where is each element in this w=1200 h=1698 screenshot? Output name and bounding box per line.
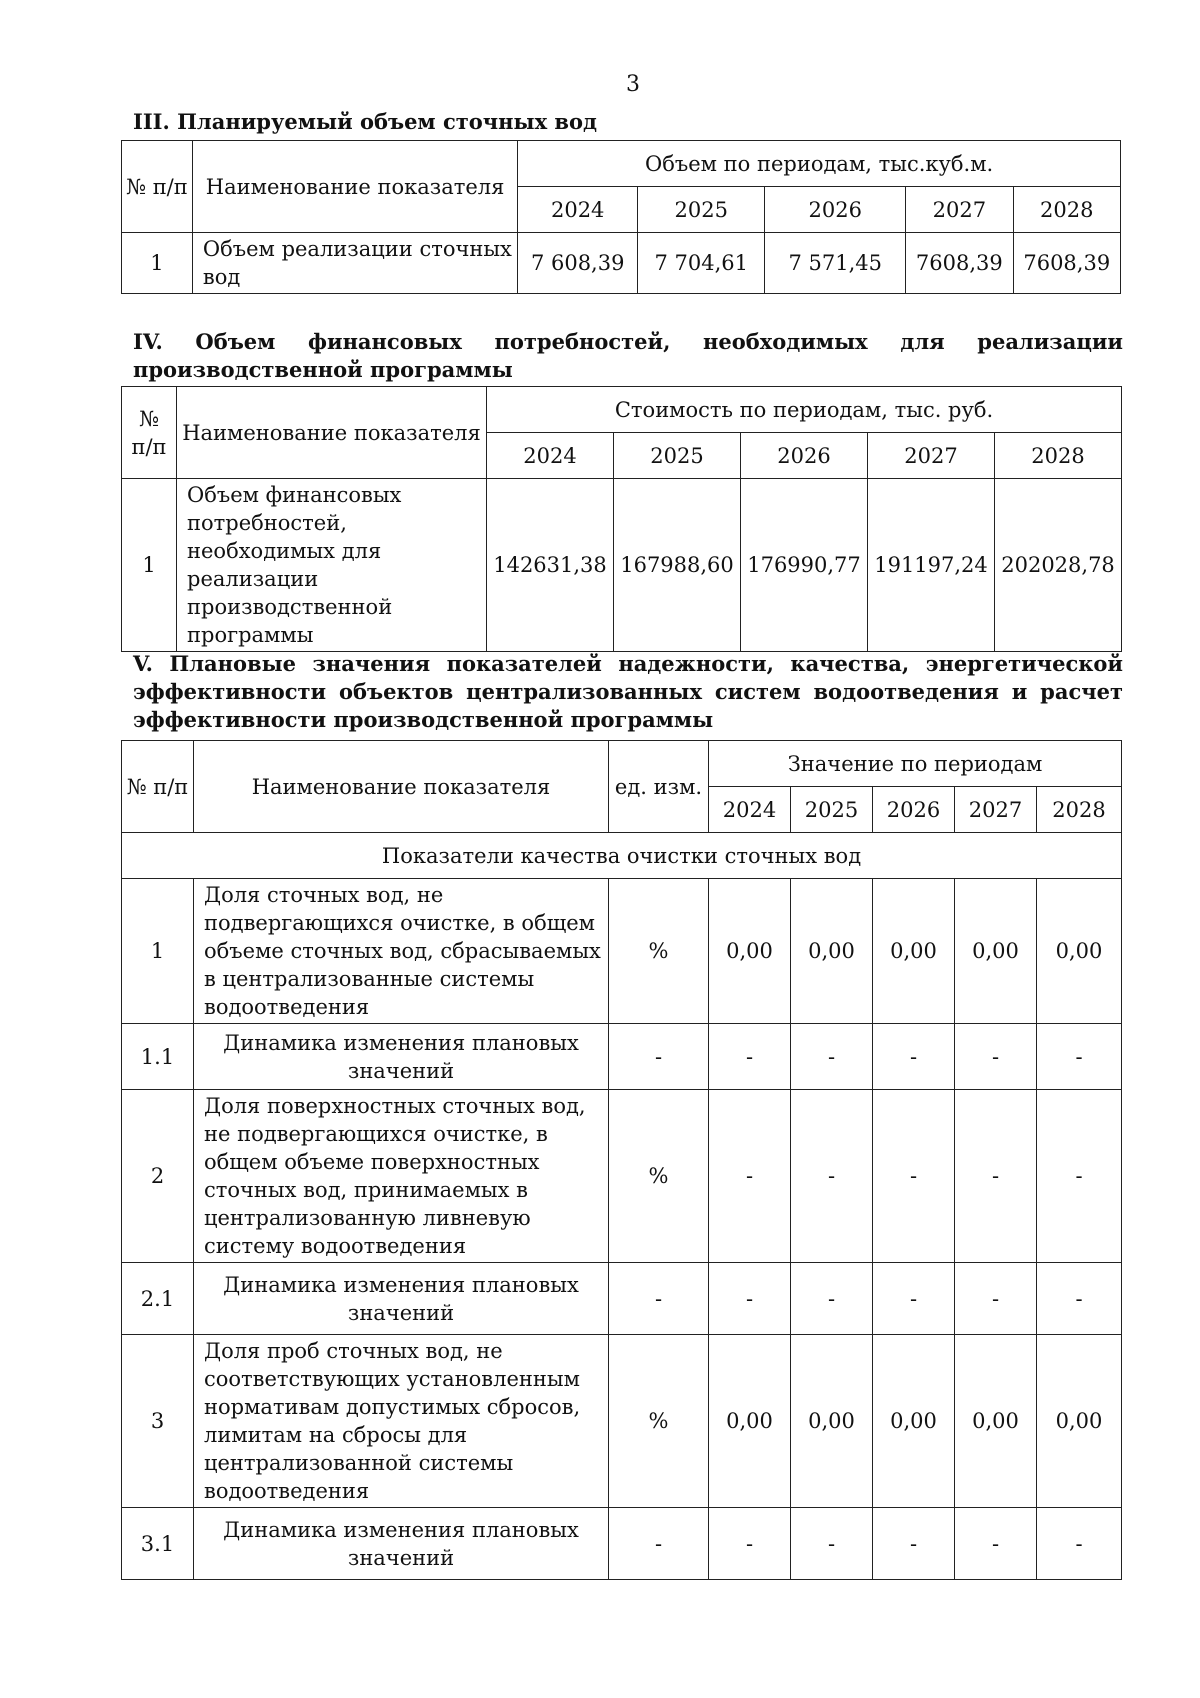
section-planned-volume: [126, 108, 1123, 294]
row-value: -: [791, 1263, 873, 1335]
header-num: № п/п: [122, 741, 194, 833]
header-year: 2025: [614, 433, 741, 479]
row-value: 7608,39: [1013, 233, 1120, 294]
row-unit: -: [609, 1508, 709, 1580]
row-value: 0,00: [791, 1335, 873, 1508]
header-year: 2027: [868, 433, 995, 479]
header-year: 2024: [487, 433, 614, 479]
row-value: -: [791, 1508, 873, 1580]
header-name: Наименование показателя: [177, 387, 487, 479]
row-name: Динамика изменения плановых значений: [194, 1508, 609, 1580]
row-name: Объем финансовых потребностей, необходимых для реализации производственной программы: [177, 479, 487, 652]
row-name: Доля проб сточных вод, не соответствующих установленным нормативам допустимых сбросов, лимитам на сбросы для централизованной системы водоотведения: [194, 1335, 609, 1508]
row-value: -: [1037, 1508, 1122, 1580]
row-unit: -: [609, 1024, 709, 1090]
row-value: -: [1037, 1024, 1122, 1090]
row-value: 202028,78: [995, 479, 1122, 652]
row-name: Динамика изменения плановых значений: [194, 1024, 609, 1090]
row-value: -: [873, 1024, 955, 1090]
header-unit: ед. изм.: [609, 741, 709, 833]
row-value: 0,00: [873, 1335, 955, 1508]
planned-volume-table: [121, 140, 1121, 294]
row-num: 3.1: [122, 1508, 194, 1580]
table-subheader: Показатели качества очистки сточных вод: [122, 833, 1122, 879]
header-name: Наименование показателя: [192, 141, 517, 233]
row-unit: -: [609, 1263, 709, 1335]
table-row: [122, 1335, 1122, 1508]
header-year: 2024: [518, 187, 638, 233]
section-heading: V. Плановые значения показателей надежности, качества, энергетической эффективности объектов централизованных систем водоотведения и расчет эффективности производственной программы: [133, 651, 1123, 732]
table-row: [122, 1508, 1122, 1580]
row-value: -: [1037, 1090, 1122, 1263]
row-value: -: [955, 1508, 1037, 1580]
row-value: 142631,38: [487, 479, 614, 652]
row-value: -: [955, 1024, 1037, 1090]
table-row: [122, 1263, 1122, 1335]
row-num: 1: [122, 879, 194, 1024]
row-value: -: [709, 1263, 791, 1335]
row-num: 3: [122, 1335, 194, 1508]
header-year: 2025: [791, 787, 873, 833]
header-year: 2027: [906, 187, 1013, 233]
row-value: -: [955, 1263, 1037, 1335]
header-group: Объем по периодам, тыс.куб.м.: [518, 141, 1121, 187]
row-name: Динамика изменения плановых значений: [194, 1263, 609, 1335]
row-value: -: [873, 1508, 955, 1580]
header-year: 2026: [765, 187, 906, 233]
row-value: 0,00: [873, 879, 955, 1024]
row-value: -: [709, 1024, 791, 1090]
row-name: Доля поверхностных сточных вод, не подвергающихся очистке, в общем объеме поверхностных сточных вод, принимаемых в централизованную ливневую систему водоотведения: [194, 1090, 609, 1263]
row-num: 2: [122, 1090, 194, 1263]
row-num: 2.1: [122, 1263, 194, 1335]
header-year: 2028: [1013, 187, 1120, 233]
table-row: [122, 233, 1121, 294]
header-group: Значение по периодам: [709, 741, 1122, 787]
row-name: Объем реализации сточных вод: [192, 233, 517, 294]
row-value: 0,00: [955, 879, 1037, 1024]
row-value: -: [873, 1090, 955, 1263]
row-value: -: [709, 1508, 791, 1580]
header-year: 2028: [995, 433, 1122, 479]
section-heading: IV. Объем финансовых потребностей, необходимых для реализации производственной программы: [133, 329, 1123, 382]
row-value: 167988,60: [614, 479, 741, 652]
row-num: 1: [122, 479, 177, 652]
row-value: 7 571,45: [765, 233, 906, 294]
header-year: 2027: [955, 787, 1037, 833]
row-value: 0,00: [955, 1335, 1037, 1508]
row-value: 0,00: [709, 1335, 791, 1508]
header-year: 2028: [1037, 787, 1122, 833]
row-value: 0,00: [709, 879, 791, 1024]
row-value: -: [791, 1024, 873, 1090]
row-value: 176990,77: [741, 479, 868, 652]
row-value: 0,00: [1037, 879, 1122, 1024]
row-value: -: [955, 1090, 1037, 1263]
row-num: 1.1: [122, 1024, 194, 1090]
section-heading: III. Планируемый объем сточных вод: [133, 109, 598, 134]
table-row: [122, 1024, 1122, 1090]
row-value: -: [791, 1090, 873, 1263]
table-row: [122, 1090, 1122, 1263]
row-num: 1: [122, 233, 193, 294]
header-year: 2026: [741, 433, 868, 479]
row-value: -: [1037, 1263, 1122, 1335]
row-value: 7 704,61: [638, 233, 765, 294]
header-year: 2025: [638, 187, 765, 233]
row-value: -: [873, 1263, 955, 1335]
row-unit: %: [609, 1090, 709, 1263]
row-value: 7 608,39: [518, 233, 638, 294]
row-value: 7608,39: [906, 233, 1013, 294]
row-value: 191197,24: [868, 479, 995, 652]
table-row: [122, 479, 1122, 652]
header-num: № п/п: [122, 387, 177, 479]
page-number: 3: [626, 72, 640, 97]
header-name: Наименование показателя: [194, 741, 609, 833]
section-planned-indicators: [126, 650, 1123, 1580]
table-row: [122, 879, 1122, 1024]
financial-needs-table: [121, 386, 1122, 652]
header-group: Стоимость по периодам, тыс. руб.: [487, 387, 1122, 433]
row-value: -: [709, 1090, 791, 1263]
row-unit: %: [609, 1335, 709, 1508]
row-name: Доля сточных вод, не подвергающихся очистке, в общем объеме сточных вод, сбрасываемых в централизованные системы водоотведения: [194, 879, 609, 1024]
row-value: 0,00: [791, 879, 873, 1024]
header-year: 2026: [873, 787, 955, 833]
header-num: № п/п: [122, 141, 193, 233]
planned-indicators-table: [121, 740, 1122, 1580]
header-year: 2024: [709, 787, 791, 833]
row-value: 0,00: [1037, 1335, 1122, 1508]
section-financial-needs: [133, 328, 1123, 652]
row-unit: %: [609, 879, 709, 1024]
